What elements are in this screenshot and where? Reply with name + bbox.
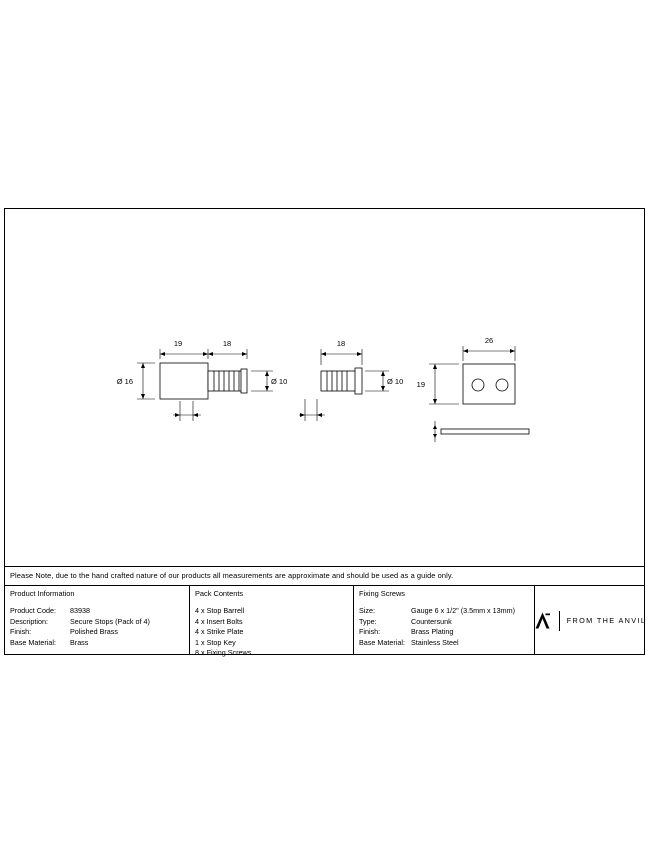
dim-label-19: 19 [173,339,183,348]
table-row [359,638,532,649]
dim-label-dia10b: Ø 10 [387,377,404,386]
list-item: 4 x Insert Bolts [195,616,243,626]
product-code-label: Product Code: [10,606,56,615]
info-table [5,585,647,658]
drawing-sheet [4,208,647,658]
product-information-column [5,586,190,654]
base-material-value: Brass [70,637,89,647]
list-item: 4 x Stop Barrell [195,606,245,615]
table-row [359,606,532,617]
pack-contents-header: Pack Contents [195,589,244,598]
screw-type-label: Type: [359,616,377,626]
measurement-note-row [5,566,644,585]
brand-logo [535,586,647,655]
finish-value: Polished Brass [70,627,118,637]
table-row [359,617,532,628]
list-item: 4 x Strike Plate [195,627,244,637]
base-material-label: Base Material: [10,637,56,647]
dim-label-18b: 18 [336,339,346,348]
list-item: 8 x Fixing Screws [195,648,252,658]
table-row [359,627,532,638]
fixing-screws-column [354,586,535,654]
pack-contents-column [190,586,354,658]
screw-size-value: Gauge 6 x 1/2" (3.5mm x 13mm) [411,606,516,615]
brand-column [535,586,647,654]
dim-label-dia10: Ø 10 [271,377,288,386]
product-code-value: 83938 [70,606,90,615]
measurement-note: Please Note, due to the hand crafted nature of our products all measurements are approximate and should be used as a guide only. [10,571,454,580]
table-row [10,606,187,617]
finish-label: Finish: [10,627,32,637]
dim-label-26: 26 [484,336,494,345]
technical-drawing [5,209,644,566]
anvil-a-icon [533,611,552,630]
brand-name: FROM THE ANVIL [566,616,647,625]
screw-finish-value: Brass Plating [411,627,454,637]
table-row [10,627,187,638]
description-label: Description: [10,616,48,626]
product-information-header: Product Information [10,589,75,598]
dim-label-dia16: Ø 16 [116,377,133,386]
table-row [10,638,187,649]
screw-size-label: Size: [359,606,375,615]
screw-finish-label: Finish: [359,627,381,637]
drawing-svg [5,209,644,566]
description-value: Secure Stops (Pack of 4) [70,616,150,626]
screw-base-material-label: Base Material: [359,637,405,647]
dim-label-18: 18 [222,339,232,348]
dim-label-19b: 19 [416,380,425,389]
screw-type-value: Countersunk [411,616,452,626]
screw-base-material-value: Stainless Steel [411,637,459,647]
list-item: 1 x Stop Key [195,637,236,647]
table-row [10,617,187,628]
logo-divider [559,611,560,631]
fixing-screws-header: Fixing Screws [359,589,405,598]
